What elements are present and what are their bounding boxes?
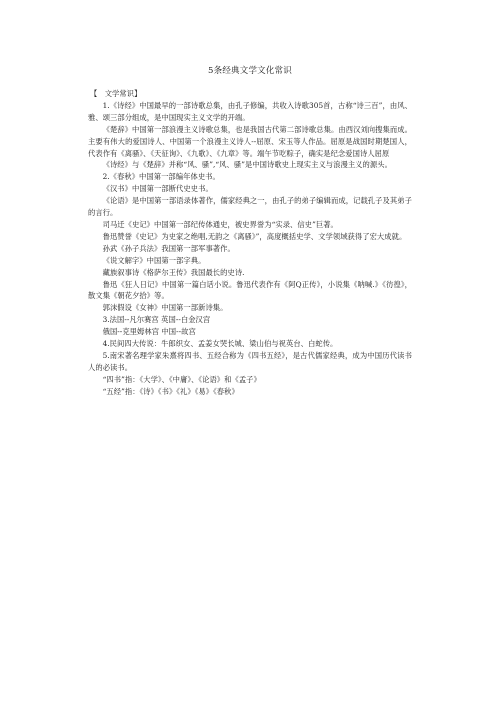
paragraph: 4.民间四大传说：牛郎织女、孟姜女哭长城、梁山伯与祝英台、白蛇传。 (102, 339, 338, 349)
document-body (88, 88, 412, 398)
paragraph: 《汉书》中国第一部断代史史书。 (102, 184, 213, 194)
paragraph: “四书”指：《大学》、《中庸》、《论语》和《孟子》 (102, 374, 261, 384)
paragraph: 《说文解字》中国第一部字典。 (102, 255, 206, 265)
paragraph: 郭沫假设《女神》中国第一部新诗集。 (102, 303, 228, 313)
paragraph: “五经”指：《诗》《书》《礼》《易》《春秋》 (102, 386, 239, 396)
paragraph: 俄国--克里姆林宫 中国--故宫 (102, 327, 196, 337)
section-heading: 【 文学常识】 (90, 89, 142, 98)
paragraph: 司马迁《史记》中国第一部纪传体通史，被史界誉为“实录、信史”巨著。 (102, 219, 338, 229)
paragraph: 3.法国--凡尔赛宫 英国--白金汉宫 (102, 315, 211, 325)
paragraph: 鲁迅《狂人日记》中国第一篇白话小说。鲁迅代表作有《阿Q正传》，小说集《呐喊.》《彷徨》，散文集《朝花夕拾》等。 (88, 279, 412, 301)
paragraph: 《楚辞》中国第一部浪漫主义诗歌总集，也是我国古代第二部诗歌总集。由西汉刘向搜集而成。主要有伟大的爱国诗人、中国第一个浪漫主义诗人--屈原、宋玉等人作品。屈原是战国时期楚国人，代表作有《离骚》、《天征询》、《九歌》、《九章》等。端午节吃粽子，确实是纪念爱国诗人屈原 (88, 124, 412, 158)
paragraph: 孙武《孙子兵法》我国第一部军事著作。 (102, 243, 235, 253)
paragraph: 2.《春秋》中国第一部编年体史书。 (102, 172, 220, 182)
paragraph: 鲁迅赞誉《史记》为史家之绝唱,无韵之《离骚》”，高度概括史学、文学领域获得了宏大成就。 (102, 231, 407, 241)
paragraph: 5.南宋著名理学家朱熹将四书、五经合称为《四书五经》，是古代儒家经典，成为中国历代读书人的必读书。 (88, 350, 412, 372)
paragraph: 《诗经》与《楚辞》并称“风、骚”,“风、骚”是中国诗歌史上现实主义与浪漫主义的源头。 (102, 160, 392, 170)
paragraph: 《论语》是中国第一部语录体著作，儒家经典之一，由孔子的弟子编辑而成，记载孔子及其弟子的言行。 (88, 196, 412, 218)
paragraph: 藏族叙事诗《格萨尔王传》我国最长的史诗. (102, 267, 245, 277)
document-title: 5条经典文学文化常识 (208, 66, 292, 76)
paragraph: 1.《诗经》中国最早的一部诗歌总集，由孔子修编，共收入诗歌305首，古称“诗三百”，由风、雅、颂三部分组成，是中国现实主义文学的开端。 (88, 100, 412, 122)
